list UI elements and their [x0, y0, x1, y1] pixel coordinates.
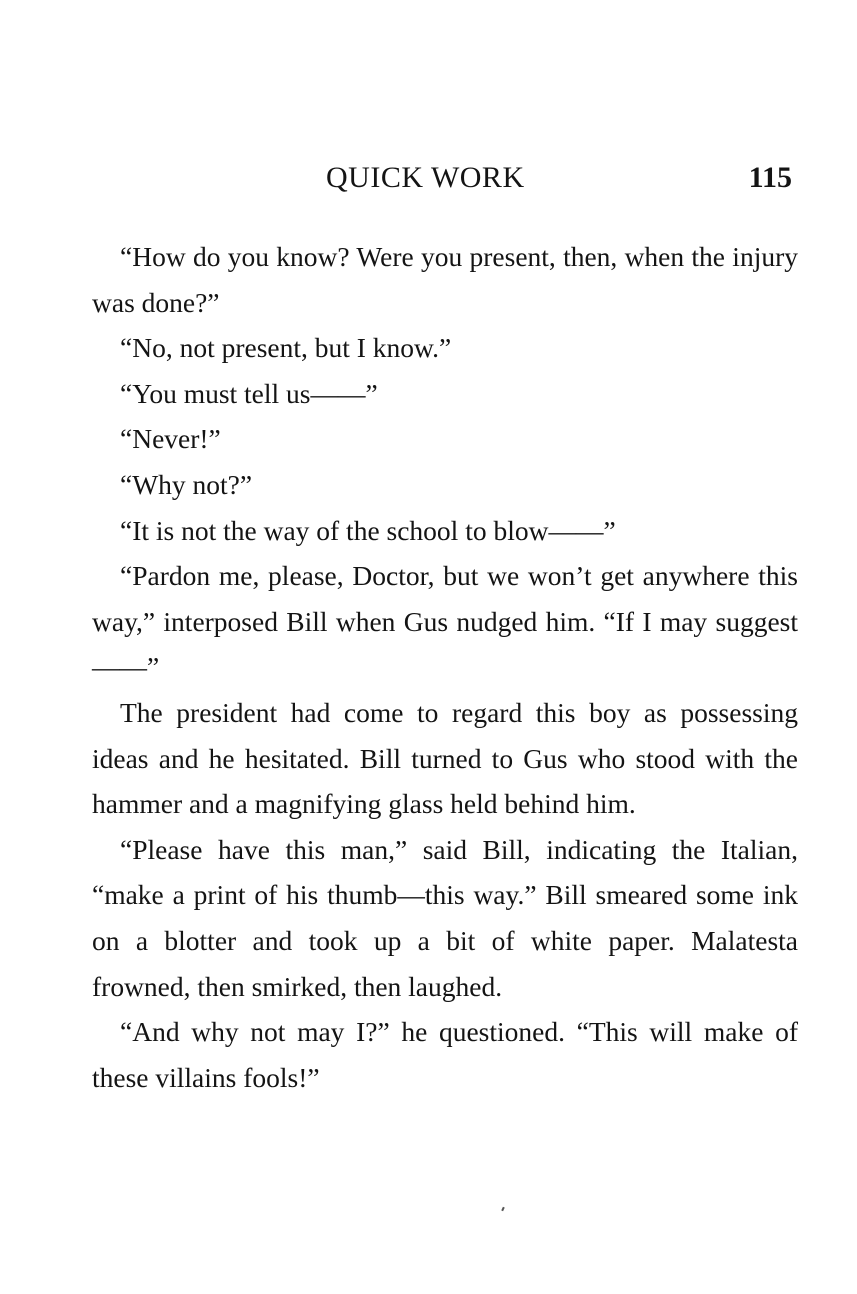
paragraph: “How do you know? Were you present, then, when the injury was done?”	[92, 241, 798, 318]
body-text	[92, 234, 798, 1100]
paragraph: “And why not may I?” he questioned. “This will make of these villains fools!”	[92, 1016, 798, 1093]
page-number: 115	[748, 161, 792, 194]
paragraph: “Pardon me, please, Doctor, but we won’t get anywhere this way,” interposed Bill when Gus nudged him. “If I may suggest——”	[92, 560, 798, 683]
paragraph: The president had come to regard this boy as possessing ideas and he hesitated. Bill turned to Gus who stood with the hammer and a magnifying glass held behind him.	[92, 696, 798, 820]
paragraph: “Why not?”	[120, 468, 253, 500]
running-title: QUICK WORK	[326, 161, 525, 194]
paragraph: “No, not present, but I know.”	[120, 332, 452, 364]
ink-speck	[501, 1207, 505, 1211]
paragraph: “You must tell us——”	[120, 377, 378, 409]
book-page	[92, 155, 798, 1100]
paragraph: “Please have this man,” said Bill, indicating the Italian, “make a print of his thumb—this way.” Bill smeared some ink on a blotter and took up a bit of white paper. Malatesta frowned, then smirked, then laughed.	[92, 833, 798, 1002]
paragraph: “Never!”	[120, 423, 221, 455]
running-head	[92, 155, 798, 201]
paragraph: “It is not the way of the school to blow——”	[120, 514, 616, 546]
